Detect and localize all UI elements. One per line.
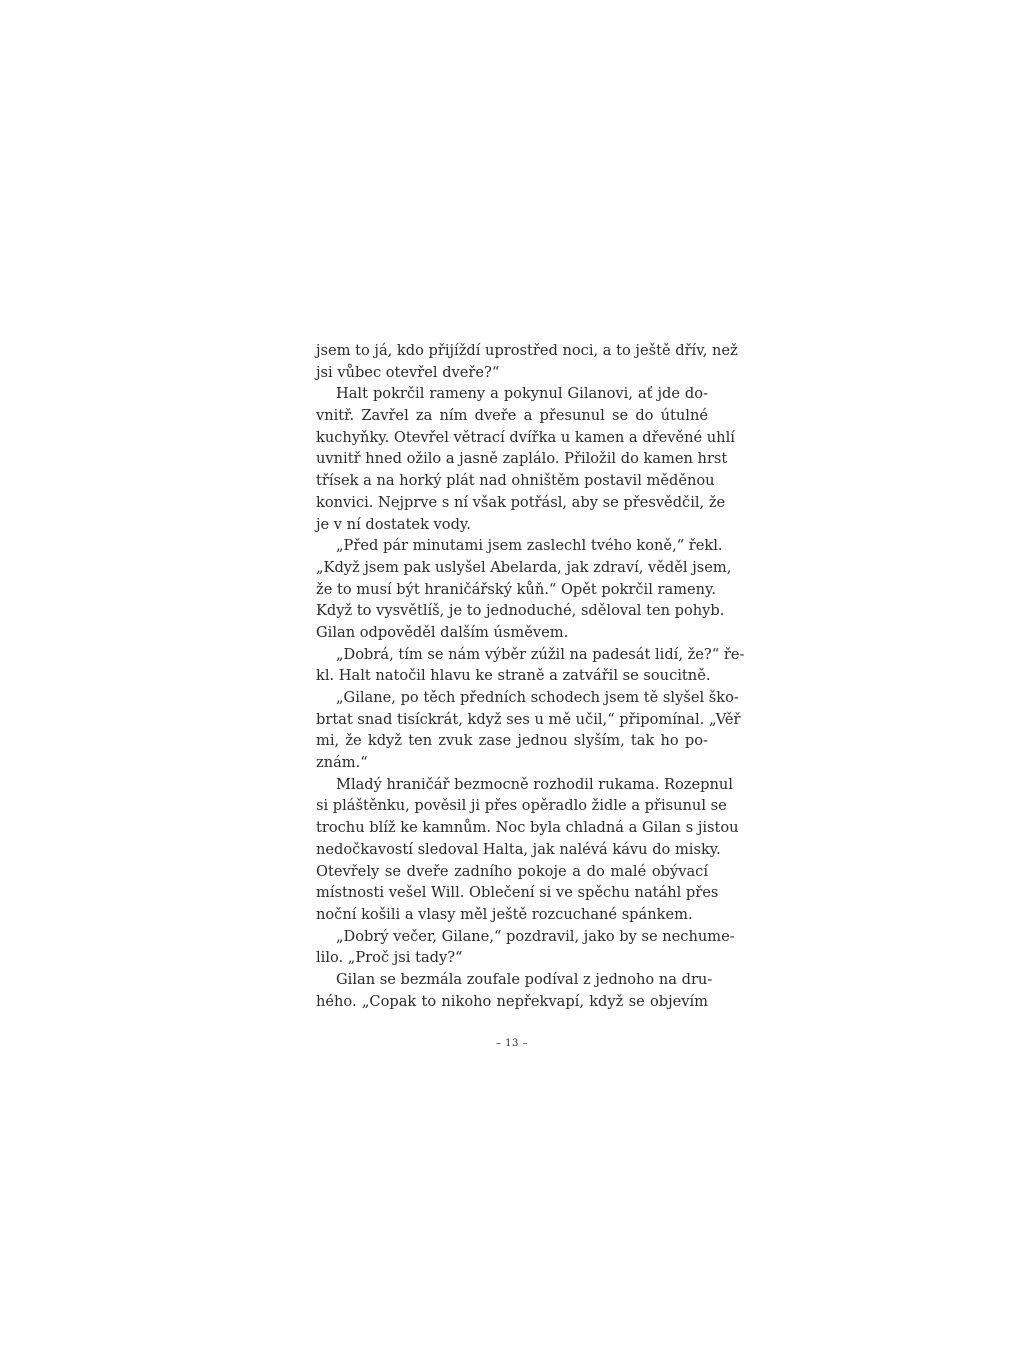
text-line: „Dobrá, tím se nám výběr zúžil na padesát lidí, že?“ ře- [336, 645, 745, 663]
text-line: je v ní dostatek vody. [316, 515, 471, 533]
text-line: „Dobrý večer, Gilane,“ pozdravil, jako by se nechume- [336, 927, 735, 945]
text-line: Gilan se bezmála zoufale podíval z jednoho na dru- [336, 970, 713, 988]
text-line: vnitř. Zavřel za ním dveře a přesunul se do útulné [316, 407, 708, 425]
text-line: hého. „Copak to nikoho nepřekvapí, když se objevím [316, 992, 708, 1010]
text-line: znám.“ [316, 754, 368, 772]
text-line: jsem to já, kdo přijíždí uprostřed noci, a to ještě dřív, než [316, 342, 738, 359]
text-line: kuchyňky. Otevřel větrací dvířka u kamen a dřevěné uhlí [316, 428, 735, 446]
page-number: – 13 – [495, 1038, 529, 1049]
text-line: nedočkavostí sledoval Halta, jak nalévá kávu do misky. [316, 840, 721, 858]
text-line: noční košili a vlasy měl ještě rozcuchané spánkem. [316, 905, 693, 923]
text-line: Mladý hraničář bezmocně rozhodil rukama. Rozepnul [336, 775, 733, 793]
text-line: si pláštěnku, pověsil ji přes opěradlo židle a přisunul se [316, 797, 727, 815]
text-line: uvnitř hned ožilo a jasně zaplálo. Přiložil do kamen hrst [316, 450, 728, 468]
text-line: Když to vysvětlíš, je to jednoduché, sděloval ten pohyb. [316, 602, 725, 620]
text-line: „Gilane, po těch předních schodech jsem tě slyšel ško- [336, 689, 739, 706]
text-line: kl. Halt natočil hlavu ke straně a zatvářil se soucitně. [316, 667, 711, 685]
text-line: mi, že když ten zvuk zase jednou slyším, tak ho po- [316, 732, 708, 750]
text-line: že to musí být hraničářský kůň.“ Opět pokrčil rameny. [316, 580, 717, 598]
text-line: lilo. „Proč jsi tady?“ [316, 949, 463, 967]
text-line: Halt pokrčil rameny a pokynul Gilanovi, ať jde do- [336, 385, 708, 403]
body-text [316, 340, 745, 1012]
text-line: konvici. Nejprve s ní však potřásl, aby se přesvědčil, že [316, 493, 726, 511]
text-line: třísek a na horký plát nad ohništěm postavil měděnou [316, 472, 715, 490]
text-line: brtat snad tisíckrát, když ses u mě učil,“ připomínal. „Věř [316, 710, 741, 728]
text-line: trochu blíž ke kamnům. Noc byla chladná a Gilan s jistou [316, 819, 739, 837]
text-line: Otevřely se dveře zadního pokoje a do malé obývací [316, 862, 708, 880]
text-line: „Před pár minutami jsem zaslechl tvého koně,“ řekl. [336, 537, 723, 555]
text-line: Gilan odpověděl dalším úsměvem. [316, 623, 569, 641]
text-line: „Když jsem pak uslyšel Abelarda, jak zdraví, věděl jsem, [316, 558, 732, 576]
text-line: jsi vůbec otevřel dveře?“ [316, 363, 500, 381]
text-line: místnosti vešel Will. Oblečení si ve spěchu natáhl přes [316, 884, 719, 902]
